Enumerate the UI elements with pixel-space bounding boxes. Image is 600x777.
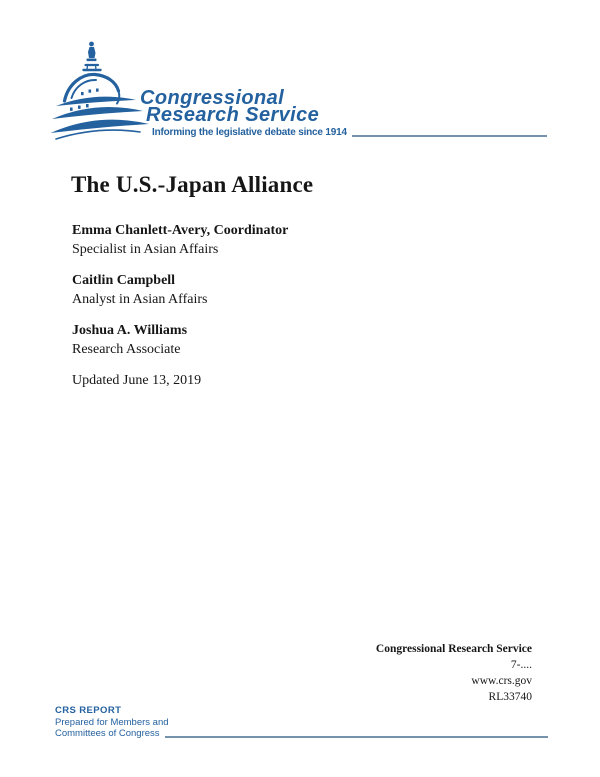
crs-report-label: CRS REPORT bbox=[55, 705, 122, 716]
author-entry bbox=[72, 321, 288, 359]
author-role: Specialist in Asian Affairs bbox=[72, 242, 219, 257]
header-rule bbox=[352, 135, 547, 137]
footer-phone: 7-.... bbox=[510, 659, 532, 671]
author-name: Emma Chanlett-Avery, Coordinator bbox=[72, 223, 289, 238]
footer-branding-block bbox=[55, 706, 548, 739]
footer-prepared-row2 bbox=[55, 729, 548, 740]
logo-text-line1: Congressional bbox=[140, 87, 285, 109]
logo-tagline-row bbox=[152, 127, 547, 139]
footer-rule bbox=[165, 736, 548, 738]
author-block bbox=[72, 221, 288, 390]
footer-website-link[interactable]: www.crs.gov bbox=[471, 675, 532, 687]
author-role: Research Associate bbox=[72, 342, 181, 357]
capitol-dome-icon bbox=[50, 40, 150, 144]
footer-prepared-line1: Prepared for Members and bbox=[55, 717, 169, 728]
report-title: The U.S.-Japan Alliance bbox=[71, 172, 314, 197]
footer-org-name: Congressional Research Service bbox=[375, 643, 532, 655]
logo-text-line2: Research Service bbox=[146, 104, 320, 126]
author-entry bbox=[72, 221, 288, 259]
updated-date: Updated June 13, 2019 bbox=[72, 373, 202, 388]
footer-prepared-line2: Committees of Congress bbox=[55, 727, 160, 739]
author-entry bbox=[72, 271, 288, 309]
footer-contact-block bbox=[376, 641, 532, 705]
author-name: Caitlin Campbell bbox=[72, 273, 176, 288]
author-name: Joshua A. Williams bbox=[72, 323, 188, 338]
logo-tagline: Informing the legislative debate since 1914 bbox=[152, 127, 347, 138]
footer-report-number: RL33740 bbox=[488, 691, 532, 703]
author-role: Analyst in Asian Affairs bbox=[72, 292, 208, 307]
